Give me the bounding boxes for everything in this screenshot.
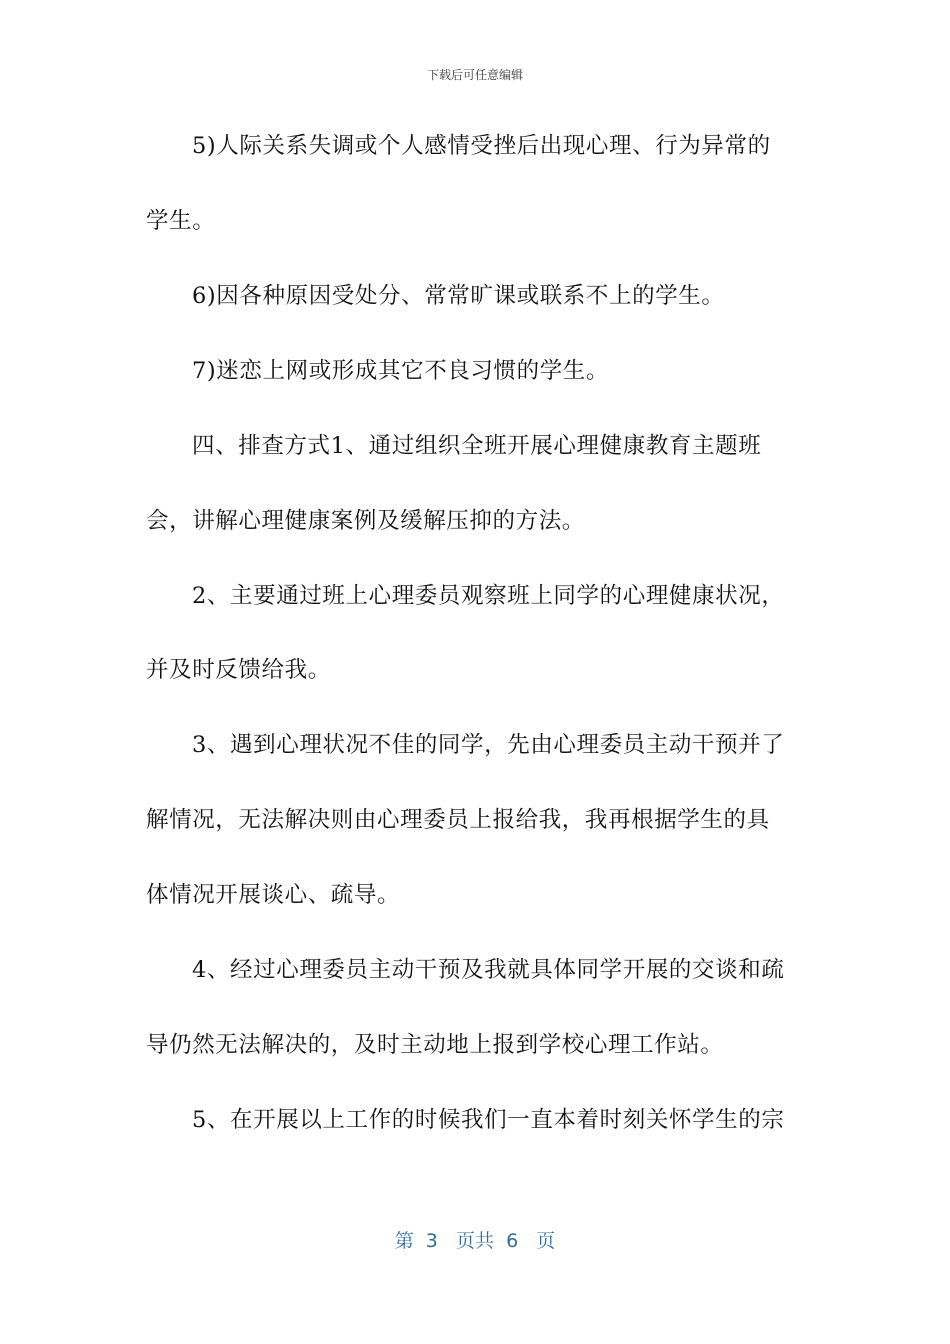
body-line: 体情况开展谈心、疏导。: [146, 882, 401, 908]
body-line: 5、在开展以上工作的时候我们一直本着时刻关怀学生的宗: [192, 1107, 785, 1133]
page-number: 第 3 页共 6 页: [394, 1230, 556, 1252]
header-note: 下载后可任意编辑: [426, 68, 523, 82]
body-line: 5)人际关系失调或个人感情受挫后出现心理、行为异常的: [192, 133, 771, 159]
body-line: 会，讲解心理健康案例及缓解压抑的方法。: [146, 508, 585, 534]
body-line: 7)迷恋上网或形成其它不良习惯的学生。: [192, 358, 609, 384]
body-line: 6)因各种原因受处分、常常旷课或联系不上的学生。: [192, 283, 725, 309]
body-line: 学生。: [146, 208, 216, 234]
body-line: 3、遇到心理状况不佳的同学，先由心理委员主动干预并了: [192, 732, 785, 758]
body-line: 并及时反馈给我。: [146, 657, 331, 683]
body-line: 四、排查方式1、通过组织全班开展心理健康教育主题班: [192, 433, 762, 459]
body-line: 解情况，无法解决则由心理委员上报给我，我再根据学生的具: [146, 807, 770, 833]
body-line: 导仍然无法解决的，及时主动地上报到学校心理工作站。: [146, 1032, 724, 1058]
body-line: 2、主要通过班上心理委员观察班上同学的心理健康状况，: [192, 583, 785, 609]
body-line: 4、经过心理委员主动干预及我就具体同学开展的交谈和疏: [192, 957, 785, 983]
